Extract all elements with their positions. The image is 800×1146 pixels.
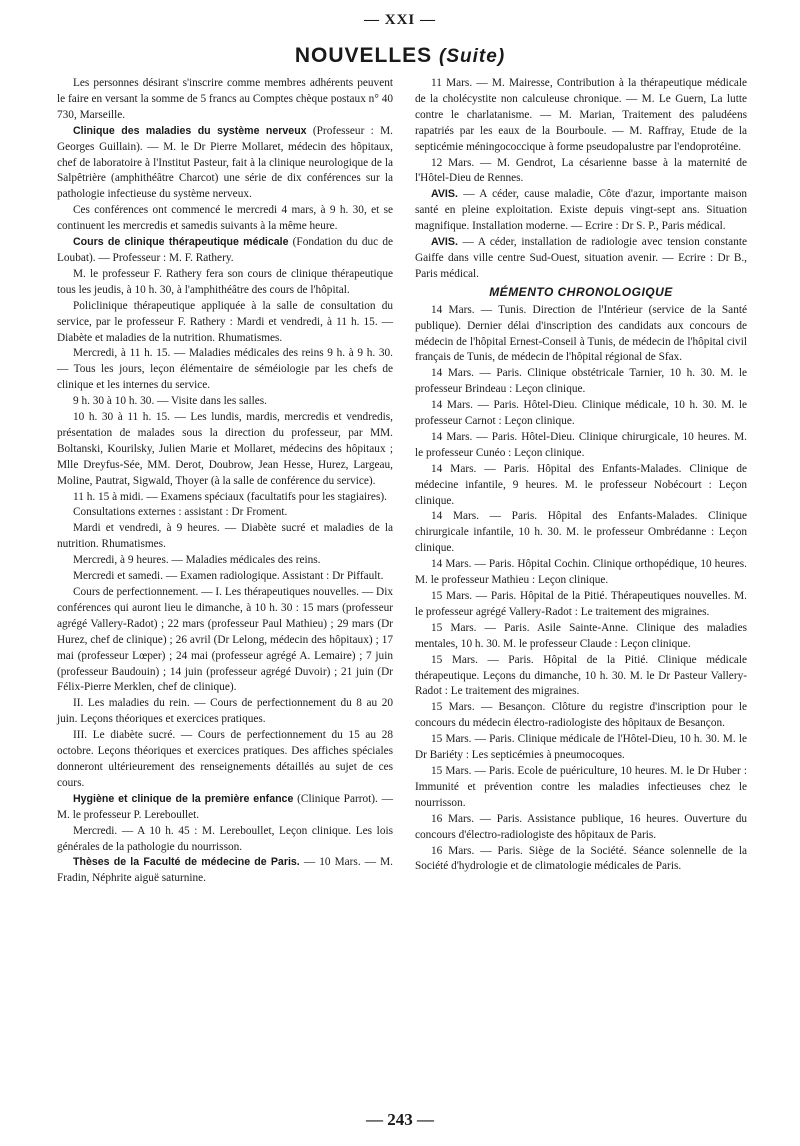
- memento-entry: 15 Mars. — Paris. Hôpital de la Pitié. Clinique médicale thérapeutique. Leçons du dimanche, 10 h. 30. M. le Dr Pasteur Vallery-Radot : Le traitement des migraines.: [415, 653, 747, 698]
- section-title-suite: (Suite): [439, 46, 506, 67]
- paragraph-text: Mercredi, à 11 h. 15. — Maladies médicales des reins 9 h. à 9 h. 30. — Tous les jours, leçon élémentaire de séméiologie par les chefs de clinique et les internes du service.: [57, 347, 393, 392]
- memento-entry: 14 Mars. — Paris. Hôpital des Enfants-Malades. Clinique de médecine infantile, 9 heures. M. le professeur Nobécourt : Leçon clinique.: [415, 462, 747, 507]
- paragraph-text: III. Le diabète sucré. — Cours de perfectionnement du 15 au 28 octobre. Leçons théoriques et exercices pratiques. Des affiches spéciales donneront ultérieurement des renseignements détaillés au sujet de ces cours.: [57, 729, 393, 789]
- news-paragraph: [57, 124, 393, 204]
- paragraph-text: Mardi et vendredi, à 9 heures. — Diabète sucré et maladies de la nutrition. Rhumatismes.: [57, 522, 393, 551]
- news-paragraph: [57, 203, 393, 235]
- news-paragraph: [57, 505, 393, 521]
- paragraph-heading: Cours de clinique thérapeutique médicale: [73, 236, 289, 249]
- paragraph-heading: Thèses de la Faculté de médecine de Paris.: [73, 856, 300, 869]
- left-column: [57, 76, 393, 887]
- memento-entry: 15 Mars. — Besançon. Clôture du registre d'inscription pour le concours du médecin électro-radiologiste des hôpitaux de Besançon.: [415, 701, 747, 730]
- paragraph-text: Ces conférences ont commencé le mercredi 4 mars, à 9 h. 30, et se continuent les mercredis et samedis suivants à la même heure.: [57, 204, 393, 233]
- memento-entry: 14 Mars. — Tunis. Direction de l'Intérieur (service de la Santé publique). Dernier délai d'inscription des candidats aux concours de médecin de l'hôpital Ernest-Conseil à Tunis, de médecin de l'hôpital civil français de Tunis, de médecin de l'hôpital régional de Sfax.: [415, 303, 747, 364]
- paragraph-text: 9 h. 30 à 10 h. 30. — Visite dans les salles.: [73, 395, 267, 408]
- news-paragraph: [57, 394, 393, 410]
- paragraph-text: — A céder, cause maladie, Côte d'azur, importante maison santé en pleine exploitation. Existe depuis vingt-sept ans. Situation magnifique. Installation moderne. — Ecrire : Dr S. P., Paris médical.: [415, 188, 747, 233]
- paragraph-text: 12 Mars. — M. Gendrot, La césarienne basse à la maternité de l'Hôtel-Dieu de Rennes.: [415, 156, 747, 185]
- paragraph-heading: Hygiène et clinique de la première enfance: [73, 792, 294, 805]
- paragraph-heading: AVIS.: [431, 236, 458, 249]
- memento-entry: 14 Mars. — Paris. Clinique obstétricale Tarnier, 10 h. 30. M. le professeur Brindeau : Leçon clinique.: [415, 367, 747, 396]
- paragraph-text: M. le professeur F. Rathery fera son cours de clinique thérapeutique tous les jeudis, à 10 h. 30, à l'amphithéâtre des cours de l'hôpital.: [57, 267, 393, 296]
- paragraph-text: (Fondation du duc de Loubat). — Professeur : M. F. Rathery.: [57, 236, 393, 264]
- news-paragraph: [57, 299, 393, 347]
- paragraph-text: (Professeur : M. Georges Guillain). — M. le Dr Pierre Mollaret, médecin des hôpitaux, chef de laboratoire à l'Institut Pasteur, fait à la clinique neurologique de la Salpêtrière (amphithéâtre Charcot) une série de dix conférences sur la pathologie infectieuse du système nerveux.: [57, 124, 393, 201]
- news-paragraph: [57, 346, 393, 394]
- news-paragraph: [415, 187, 747, 235]
- paragraph-text: Consultations externes : assistant : Dr Froment.: [73, 506, 288, 519]
- memento-entry: 14 Mars. — Paris. Hôtel-Dieu. Clinique médicale, 10 h. 30. M. le professeur Carnot : Leçon clinique.: [415, 399, 747, 428]
- roman-page-number: — XXI —: [363, 12, 436, 28]
- news-paragraph: [57, 792, 393, 824]
- paragraph-text: Mercredi, à 9 heures. — Maladies médicales des reins.: [73, 554, 321, 567]
- news-paragraph: [415, 235, 747, 283]
- paragraph-text: Mercredi et samedi. — Examen radiologique. Assistant : Dr Piffault.: [73, 570, 384, 583]
- paragraph-text: 11 Mars. — M. Mairesse, Contribution à la thérapeutique médicale de la cholécystite non calculeuse chronique. — M. Le Guern, La lutte contre le charlatanisme. — M. Marian, Traitement des paludéens rapatriés par les eaux de la Bourboule. — M. Raffray, Etude de la septicémie méningococcique à forme pseudopalustre par l'endoprotéine.: [415, 77, 747, 153]
- news-paragraph: [415, 156, 747, 188]
- paragraph-text: Les personnes désirant s'inscrire comme membres adhérents peuvent le faire en versant la somme de 5 francs au Comptes chèque postaux n° 40 730, Marseille.: [57, 77, 393, 121]
- news-paragraph: [57, 490, 393, 506]
- memento-entry: 15 Mars. — Paris. Hôpital de la Pitié. Thérapeutiques nouvelles. M. le professeur agrégé Vallery-Radot : Le traitement des migraines.: [415, 590, 747, 618]
- memento-list: [415, 303, 747, 876]
- memento-entry: 16 Mars. — Paris. Siège de la Société. Séance solennelle de la Société d'hydrologie et de climatologie médicales de Paris.: [415, 844, 747, 873]
- news-paragraph: [57, 553, 393, 569]
- memento-entry: 14 Mars. — Paris. Hôpital Cochin. Clinique orthopédique, 10 heures. M. le professeur Mathieu : Leçon clinique.: [415, 558, 747, 587]
- news-paragraph: [57, 696, 393, 728]
- memento-entry: 16 Mars. — Paris. Assistance publique, 16 heures. Ouverture du concours d'électro-radiologiste des hôpitaux de Paris.: [415, 812, 747, 841]
- paragraph-text: Mercredi. — A 10 h. 45 : M. Lereboullet, Leçon clinique. Les lois générales de la pathologie du nourrisson.: [57, 824, 393, 853]
- news-paragraph: [57, 569, 393, 585]
- paragraph-text: — 10 Mars. — M. Fradin, Néphrite aiguë saturnine.: [57, 856, 393, 885]
- section-title: [0, 44, 800, 68]
- news-paragraph: [57, 585, 393, 696]
- news-paragraph: [57, 728, 393, 792]
- paragraph-text: (Clinique Parrot). — M. le professeur P. Lereboullet.: [57, 792, 393, 821]
- news-paragraph: [415, 76, 747, 156]
- memento-title: MÉMENTO CHRONOLOGIQUE: [489, 284, 673, 299]
- news-paragraph: [57, 824, 393, 856]
- memento-entry: 15 Mars. — Paris. Asile Sainte-Anne. Clinique des maladies mentales, 10 h. 30. M. le professeur Claude : Leçon clinique.: [415, 621, 747, 650]
- paragraph-text: — A céder, installation de radiologie avec tension constante Gaiffe dans ville centre Sud-Ouest, situation avenir. — Ecrire : Dr B., Paris médical.: [415, 236, 747, 280]
- news-paragraph: [57, 76, 393, 124]
- news-paragraph: [57, 235, 393, 267]
- paragraph-text: Cours de perfectionnement. — I. Les thérapeutiques nouvelles. — Dix conférences qui auront lieu le dimanche, à 10 h. 30 : 15 mars (professeur agrégé Vallery-Radot) ; 22 mars (professeur Paul Mathieu) ; 29 mars (Dr Hurez, chef de clinique) ; 26 avril (Dr Lelong, médecin des hôpitaux) ; 17 mai (professeur Lœper) ; 24 mai (professeur agrégé A. Lemaire) ; 7 juin (professeur Baudouin) ; 14 juin (professeur agrégé Duvoir) ; 21 juin (Dr Félix-Pierre Merklen, chef de clinique).: [57, 586, 393, 694]
- paragraph-text: 11 h. 15 à midi. — Examens spéciaux (facultatifs pour les stagiaires).: [73, 490, 387, 503]
- paragraph-heading: Clinique des maladies du système nerveux: [73, 124, 307, 137]
- paragraph-heading: AVIS.: [431, 188, 458, 201]
- right-column: [415, 76, 747, 875]
- news-paragraph: [57, 521, 393, 553]
- memento-entry: 14 Mars. — Paris. Hôtel-Dieu. Clinique chirurgicale, 10 heures. M. le professeur Cunéo : Leçon clinique.: [415, 430, 747, 459]
- section-title-main: NOUVELLES: [294, 44, 433, 67]
- news-paragraph: [57, 267, 393, 299]
- paragraph-text: 10 h. 30 à 11 h. 15. — Les lundis, mardis, mercredis et vendredis, présentation de malades sous la direction du professeur, par MM. Boltanski, Kourilsky, Julien Marie et Mollaret, médecins des hôpitaux ; Mlle Dreyfus-Sée, MM. Derot, Doubrow, Jean Hesse, Hurez, Largeau, Moline, Pautrat, Sigwald, Thoyer (à la salle de conférence du service).: [57, 411, 393, 487]
- memento-entry: 14 Mars. — Paris. Hôpital des Enfants-Malades. Clinique chirurgicale infantile, 10 h. 30. M. le professeur Ombrédanne : Leçon clinique.: [415, 510, 747, 555]
- memento-entry: 15 Mars. — Paris. Ecole de puériculture, 10 heures. M. le Dr Huber : Immunité et prévention contre les maladies infectieuses chez le nourrisson.: [415, 764, 747, 809]
- page-number: — 243 —: [366, 1110, 434, 1129]
- news-paragraph: [57, 410, 393, 490]
- right-news: [415, 76, 747, 283]
- paragraph-text: Policlinique thérapeutique appliquée à la salle de consultation du service, par le professeur F. Rathery : Mardi et vendredi, à 11 h. 15. — Diabète et maladies de la nutrition. Rhumatismes.: [57, 299, 393, 344]
- paragraph-text: II. Les maladies du rein. — Cours de perfectionnement du 8 au 20 juin. Leçons théoriques et exercices pratiques.: [57, 697, 393, 726]
- news-paragraph: [57, 855, 393, 887]
- memento-entry: 15 Mars. — Paris. Clinique médicale de l'Hôtel-Dieu, 10 h. 30. M. le Dr Bariéty : Les septicémies à pneumocoques.: [415, 733, 747, 762]
